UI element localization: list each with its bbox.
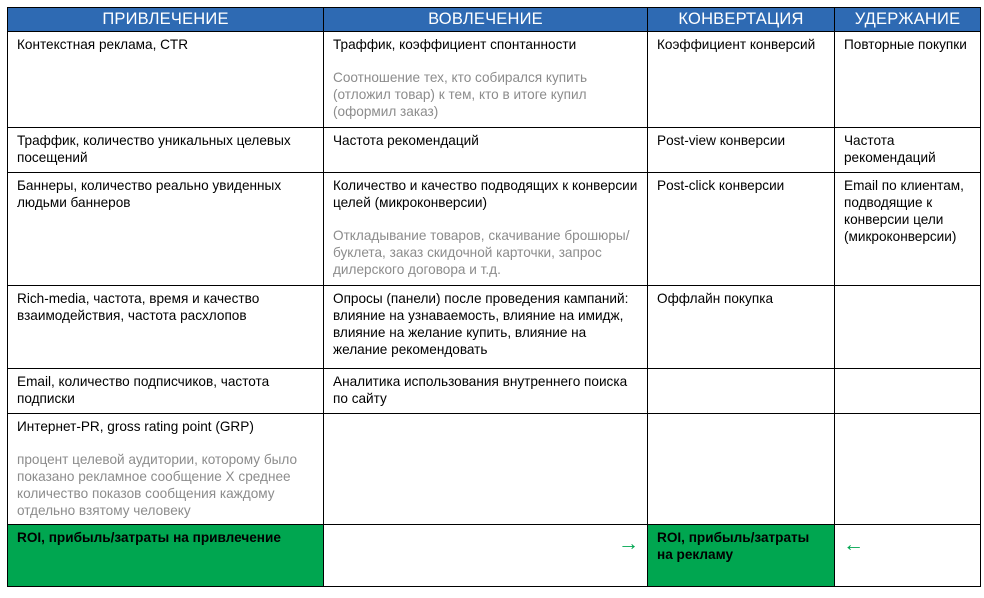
conversion-cell — [648, 414, 835, 525]
cell-text: Коэффициент конверсий — [657, 37, 816, 52]
conversion-cell — [648, 173, 835, 286]
cell-text: Post-view конверсии — [657, 133, 786, 148]
acquisition-cell — [8, 286, 324, 369]
retention-cell — [835, 173, 981, 286]
cell-text: Повторные покупки — [844, 37, 967, 52]
cell-text: Post-click конверсии — [657, 178, 785, 193]
acquisition-cell — [8, 32, 324, 128]
conversion-cell — [648, 286, 835, 369]
cell-text: Контекстная реклама, CTR — [17, 37, 189, 52]
cell-text: Траффик, коэффициент спонтанности — [333, 37, 577, 52]
roi-acquisition-cell — [8, 525, 324, 587]
cell-note: Откладывание товаров, скачивание брошюры/буклета, заказ скидочной карточки, запрос дилерского договора и т.д. — [333, 228, 630, 277]
cell-text: Аналитика использования внутреннего поиска по сайту — [333, 374, 628, 406]
cell-text: Количество и качество подводящих к конверсии целей (микроконверсии) — [333, 178, 638, 210]
cell-text: Rich-media, частота, время и качество взаимодействия, частота расхлопов — [17, 291, 260, 323]
header-conversion: КОНВЕРТАЦИЯ — [648, 8, 835, 32]
engagement-cell — [324, 32, 648, 128]
table-row — [8, 128, 981, 173]
cell-text: Частота рекомендаций — [333, 133, 479, 148]
table-row — [8, 369, 981, 414]
table-row — [8, 414, 981, 525]
engagement-cell — [324, 286, 648, 369]
arrow-left-icon: ← — [843, 533, 864, 556]
engagement-cell — [324, 414, 648, 525]
conversion-cell — [648, 32, 835, 128]
summary-row — [8, 525, 981, 587]
cell-text: Оффлайн покупка — [657, 291, 773, 306]
header-engagement: ВОВЛЕЧЕНИЕ — [324, 8, 648, 32]
kpi-table — [7, 7, 981, 587]
table-row — [8, 173, 981, 286]
roi-acquisition-text: ROI, прибыль/затраты на привлечение — [17, 530, 281, 545]
retention-cell — [835, 414, 981, 525]
engagement-cell — [324, 369, 648, 414]
retention-cell — [835, 369, 981, 414]
table-row — [8, 286, 981, 369]
header-acquisition: ПРИВЛЕЧЕНИЕ — [8, 8, 324, 32]
acquisition-cell — [8, 369, 324, 414]
engagement-cell — [324, 128, 648, 173]
table-row — [8, 32, 981, 128]
retention-cell — [835, 32, 981, 128]
acquisition-cell — [8, 173, 324, 286]
roi-conversion-text: ROI, прибыль/затраты на рекламу — [657, 530, 810, 562]
roi-engagement-cell — [324, 525, 648, 587]
retention-cell — [835, 128, 981, 173]
header-retention: УДЕРЖАНИЕ — [835, 8, 981, 32]
cell-note: процент целевой аудитории, которому было показано рекламное сообщение X среднее количество показов сообщения каждому отдельно взятому человеку — [17, 452, 298, 518]
roi-conversion-cell — [648, 525, 835, 587]
engagement-cell — [324, 173, 648, 286]
cell-text: Баннеры, количество реально увиденных людьми баннеров — [17, 178, 282, 210]
cell-text: Email, количество подписчиков, частота подписки — [17, 374, 270, 406]
arrow-right-icon: → — [618, 532, 639, 555]
header-row — [8, 8, 981, 32]
cell-text: Частота рекомендаций — [844, 133, 936, 165]
roi-retention-cell — [835, 525, 981, 587]
cell-note: Соотношение тех, кто собирался купить (отложил товар) к тем, кто в итоге купил (оформил заказ) — [333, 70, 588, 119]
acquisition-cell — [8, 128, 324, 173]
retention-cell — [835, 286, 981, 369]
cell-text: Опросы (панели) после проведения кампаний: влияние на узнаваемость, влияние на имидж, влияние на желание купить, влияние на желание рекомендовать — [333, 291, 629, 357]
cell-text: Email по клиентам, подводящие к конверсии цели (микроконверсии) — [844, 178, 964, 244]
cell-text: Траффик, количество уникальных целевых посещений — [17, 133, 291, 165]
acquisition-cell — [8, 414, 324, 525]
cell-text: Интернет-PR, gross rating point (GRP) — [17, 419, 254, 434]
conversion-cell — [648, 369, 835, 414]
conversion-cell — [648, 128, 835, 173]
